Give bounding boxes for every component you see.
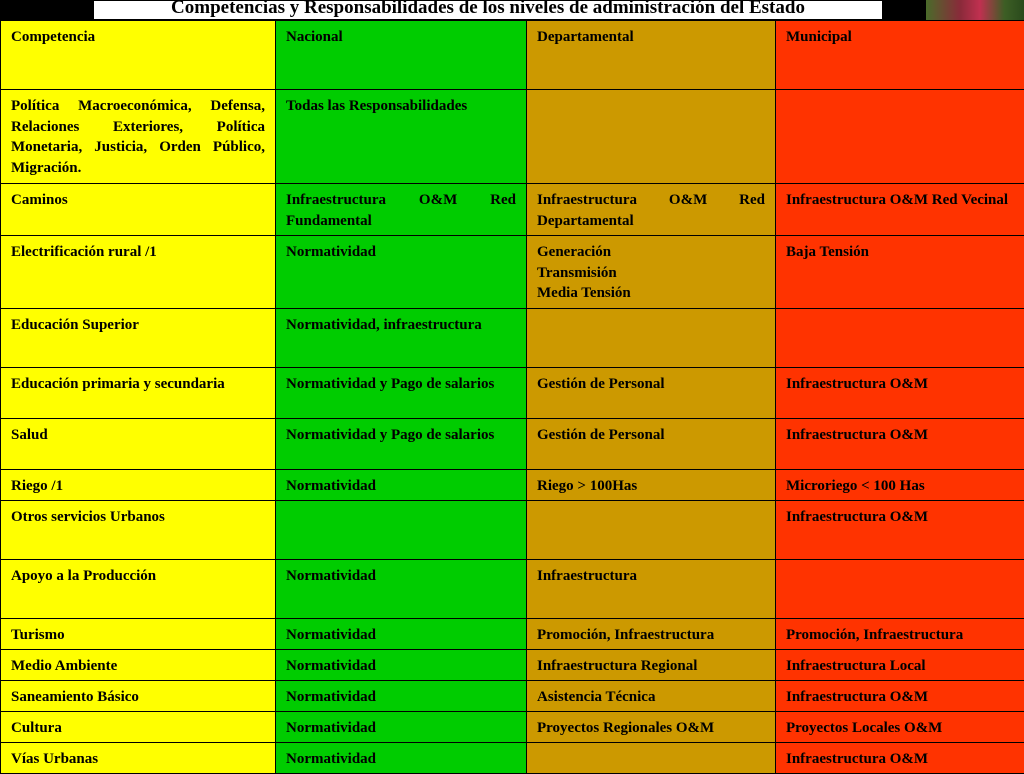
header-municipal: Municipal [776,21,1024,90]
cell-nacional: Normatividad, infraestructura [276,309,527,368]
table-row [1,712,1024,743]
cell-municipal: Promoción, Infraestructura [776,619,1024,650]
cell-departamental: Infraestructura [527,560,776,619]
cell-competencia: Caminos [1,184,276,236]
cell-departamental: Infraestructura O&M Red Departamental [527,184,776,236]
cell-departamental: Riego > 100Has [527,470,776,501]
cell-departamental [527,309,776,368]
competencias-table [0,20,1024,774]
cell-competencia: Política Macroeconómica, Defensa, Relaciones Exteriores, Política Monetaria, Justicia, Orden Público, Migración. [1,90,276,184]
cell-nacional [276,501,527,560]
cell-competencia: Educación primaria y secundaria [1,368,276,419]
cell-departamental: Promoción, Infraestructura [527,619,776,650]
header-departamental: Departamental [527,21,776,90]
cell-nacional: Normatividad [276,236,527,309]
cell-municipal: Infraestructura O&M [776,368,1024,419]
table-row [1,560,1024,619]
cell-competencia: Educación Superior [1,309,276,368]
cell-municipal: Infraestructura O&M [776,681,1024,712]
cell-competencia: Saneamiento Básico [1,681,276,712]
table-row [1,650,1024,681]
cell-nacional: Normatividad [276,560,527,619]
cell-nacional: Todas las Responsabilidades [276,90,527,184]
table-row [1,501,1024,560]
cell-competencia: Apoyo a la Producción [1,560,276,619]
table-row [1,419,1024,470]
cell-nacional: Normatividad [276,619,527,650]
slide-title-text: Competencias y Responsabilidades de los niveles de administración del Estado [171,0,805,18]
table-row [1,184,1024,236]
cell-municipal: Infraestructura Local [776,650,1024,681]
table-row [1,743,1024,774]
cell-municipal: Microriego < 100 Has [776,470,1024,501]
table-row [1,90,1024,184]
cell-nacional: Normatividad y Pago de salarios [276,368,527,419]
cell-nacional: Normatividad [276,470,527,501]
cell-municipal: Infraestructura O&M [776,501,1024,560]
table-row [1,368,1024,419]
cell-municipal: Proyectos Locales O&M [776,712,1024,743]
cell-nacional: Normatividad y Pago de salarios [276,419,527,470]
cell-municipal: Infraestructura O&M [776,419,1024,470]
cell-municipal: Baja Tensión [776,236,1024,309]
cell-departamental: Asistencia Técnica [527,681,776,712]
cell-competencia: Salud [1,419,276,470]
cell-nacional: Infraestructura O&M Red Fundamental [276,184,527,236]
cell-nacional: Normatividad [276,650,527,681]
cell-municipal [776,90,1024,184]
cell-nacional: Normatividad [276,681,527,712]
cell-departamental: Infraestructura Regional [527,650,776,681]
cell-departamental [527,501,776,560]
cell-nacional: Normatividad [276,712,527,743]
cell-departamental: Gestión de Personal [527,419,776,470]
cell-nacional: Normatividad [276,743,527,774]
table-row [1,309,1024,368]
table-row [1,236,1024,309]
cell-departamental: Gestión de Personal [527,368,776,419]
table-header-row [1,21,1024,90]
cell-departamental: Proyectos Regionales O&M [527,712,776,743]
cell-competencia: Riego /1 [1,470,276,501]
header-nacional: Nacional [276,21,527,90]
cell-departamental [527,743,776,774]
cell-competencia: Otros servicios Urbanos [1,501,276,560]
cell-competencia: Cultura [1,712,276,743]
cell-municipal: Infraestructura O&M [776,743,1024,774]
cell-municipal [776,560,1024,619]
cell-competencia: Turismo [1,619,276,650]
cell-municipal [776,309,1024,368]
table-row [1,470,1024,501]
cell-competencia: Medio Ambiente [1,650,276,681]
table-row [1,681,1024,712]
corner-photo [926,0,1024,20]
cell-departamental: Generación Transmisión Media Tensión [527,236,776,309]
table-row [1,619,1024,650]
cell-departamental [527,90,776,184]
cell-competencia: Electrificación rural /1 [1,236,276,309]
cell-municipal: Infraestructura O&M Red Vecinal [776,184,1024,236]
cell-competencia: Vías Urbanas [1,743,276,774]
slide-title [93,0,883,20]
header-competencia: Competencia [1,21,276,90]
